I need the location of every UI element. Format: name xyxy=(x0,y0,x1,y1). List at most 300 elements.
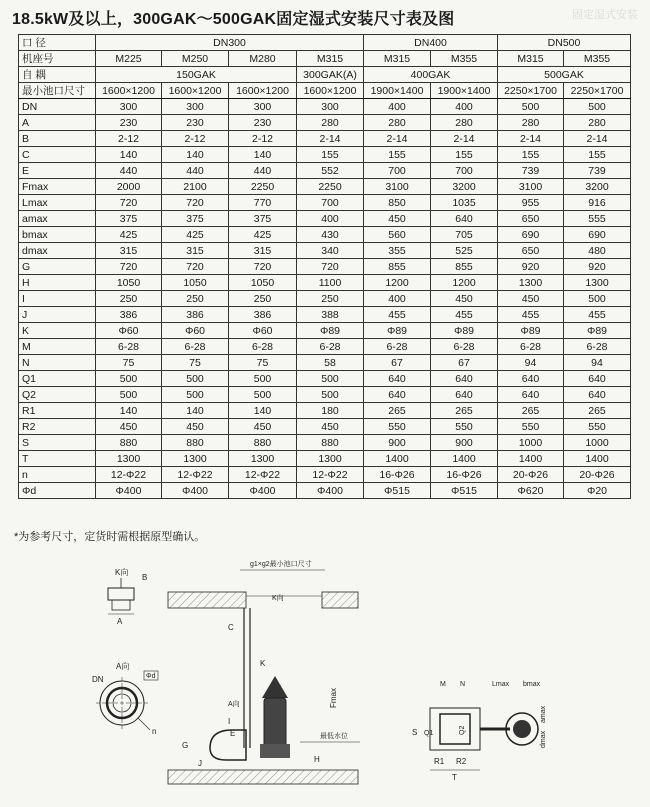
table-cell: 400 xyxy=(297,211,364,227)
table-cell: 230 xyxy=(96,115,162,131)
table-cell: 2250 xyxy=(229,179,297,195)
row-label: B xyxy=(19,131,96,147)
table-cell: 455 xyxy=(364,307,431,323)
table-cell: 230 xyxy=(162,115,229,131)
plan-view xyxy=(412,681,547,782)
table-cell: Φ620 xyxy=(498,483,564,499)
table-cell: 850 xyxy=(364,195,431,211)
pit-cell: 1600×1200 xyxy=(162,83,229,99)
dim-q1-label: Q1 xyxy=(424,730,434,737)
table-cell: 550 xyxy=(364,419,431,435)
pit-size-label: g1×g2最小池口尺寸 xyxy=(250,561,312,568)
table-cell: 1400 xyxy=(364,451,431,467)
dim-bmax-label: bmax xyxy=(523,681,541,688)
table-cell: 2-14 xyxy=(364,131,431,147)
row-label: Q1 xyxy=(19,371,96,387)
table-cell: 640 xyxy=(431,371,498,387)
table-row xyxy=(19,419,631,435)
table-cell: 1300 xyxy=(96,451,162,467)
table-cell: 550 xyxy=(498,419,564,435)
table-cell: 425 xyxy=(229,227,297,243)
dim-dn-label: DN xyxy=(92,675,104,684)
dim-m-label: M xyxy=(440,681,446,688)
table-cell: 340 xyxy=(297,243,364,259)
table-cell: 400 xyxy=(364,99,431,115)
table-cell: 1050 xyxy=(96,275,162,291)
table-cell: 525 xyxy=(431,243,498,259)
table-cell: Φ89 xyxy=(297,323,364,339)
coupling-cell: 500GAK xyxy=(498,67,631,83)
table-cell: 650 xyxy=(498,243,564,259)
table-cell: 1300 xyxy=(564,275,631,291)
row-label: n xyxy=(19,467,96,483)
frame-cell: M250 xyxy=(162,51,229,67)
table-cell: 770 xyxy=(229,195,297,211)
row-label: Fmax xyxy=(19,179,96,195)
table-cell: 388 xyxy=(297,307,364,323)
table-cell: 500 xyxy=(96,371,162,387)
table-cell: 2-12 xyxy=(96,131,162,147)
table-cell: 500 xyxy=(498,99,564,115)
table-cell: 300 xyxy=(162,99,229,115)
table-row xyxy=(19,483,631,499)
dimension-table xyxy=(18,34,631,499)
table-cell: 375 xyxy=(229,211,297,227)
row-label: M xyxy=(19,339,96,355)
pit-cell: 1900×1400 xyxy=(431,83,498,99)
frame-cell: M355 xyxy=(431,51,498,67)
table-cell: 155 xyxy=(364,147,431,163)
table-cell: 2-14 xyxy=(431,131,498,147)
table-cell: 16-Φ26 xyxy=(431,467,498,483)
dim-j-label: J xyxy=(198,759,202,768)
table-cell: Φ60 xyxy=(229,323,297,339)
table-cell: 900 xyxy=(431,435,498,451)
table-cell: 180 xyxy=(297,403,364,419)
table-cell: 140 xyxy=(229,147,297,163)
row-label: dmax xyxy=(19,243,96,259)
installation-drawing xyxy=(0,548,650,807)
table-cell: 6-28 xyxy=(229,339,297,355)
k-dir-label-2: K向 xyxy=(272,595,284,602)
table-cell: 1300 xyxy=(162,451,229,467)
table-row xyxy=(19,403,631,419)
table-cell: 3100 xyxy=(498,179,564,195)
row-label: J xyxy=(19,307,96,323)
table-cell: 280 xyxy=(564,115,631,131)
table-row xyxy=(19,211,631,227)
table-cell: 140 xyxy=(96,147,162,163)
coupling-cell: 300GAK(A) xyxy=(297,67,364,83)
table-cell: 250 xyxy=(229,291,297,307)
dim-a-label: A xyxy=(117,617,123,626)
table-cell: 720 xyxy=(162,259,229,275)
table-cell: 425 xyxy=(96,227,162,243)
table-cell: Φ400 xyxy=(229,483,297,499)
k-dir-label: K向 xyxy=(115,568,129,577)
table-cell: 550 xyxy=(564,419,631,435)
table-cell: 2-14 xyxy=(498,131,564,147)
a-dir-label: A向 xyxy=(116,662,130,671)
row-label: Lmax xyxy=(19,195,96,211)
table-cell: 500 xyxy=(229,387,297,403)
table-cell: 315 xyxy=(162,243,229,259)
table-cell: 955 xyxy=(498,195,564,211)
dim-k-label: K xyxy=(260,659,266,668)
table-cell: 855 xyxy=(431,259,498,275)
table-row xyxy=(19,243,631,259)
ghost-heading: 固定湿式安装 xyxy=(572,9,638,21)
table-row xyxy=(19,387,631,403)
table-cell: 250 xyxy=(96,291,162,307)
table-cell: Φ89 xyxy=(564,323,631,339)
row-label: H xyxy=(19,275,96,291)
dim-r2-label: R2 xyxy=(456,757,467,766)
table-cell: 450 xyxy=(297,419,364,435)
table-cell: 2-12 xyxy=(229,131,297,147)
row-label: Φd xyxy=(19,483,96,499)
table-cell: 690 xyxy=(564,227,631,243)
dim-s-label: S xyxy=(412,728,418,737)
table-cell: 315 xyxy=(96,243,162,259)
table-cell: 500 xyxy=(229,371,297,387)
table-cell: 640 xyxy=(364,371,431,387)
table-cell: 386 xyxy=(162,307,229,323)
table-cell: 2-12 xyxy=(162,131,229,147)
dim-amax-label: amax xyxy=(540,705,547,723)
dim-dmax-label: dmax xyxy=(540,730,547,748)
pit-cell: 1600×1200 xyxy=(297,83,364,99)
table-cell: 450 xyxy=(229,419,297,435)
table-cell: 705 xyxy=(431,227,498,243)
table-cell: 900 xyxy=(364,435,431,451)
a-dir-label-2: A向 xyxy=(228,701,240,708)
table-cell: 450 xyxy=(162,419,229,435)
pit-cell: 1600×1200 xyxy=(229,83,297,99)
table-cell: Φ89 xyxy=(431,323,498,339)
row-label: T xyxy=(19,451,96,467)
dim-h-label: H xyxy=(314,755,320,764)
table-cell: 640 xyxy=(364,387,431,403)
table-cell: 1100 xyxy=(297,275,364,291)
table-cell: 3200 xyxy=(431,179,498,195)
table-cell: 916 xyxy=(564,195,631,211)
a-view-detail xyxy=(92,661,158,736)
table-cell: 739 xyxy=(498,163,564,179)
row-label: G xyxy=(19,259,96,275)
row-label: bmax xyxy=(19,227,96,243)
table-cell: 230 xyxy=(229,115,297,131)
header-dn500: DN500 xyxy=(498,35,631,51)
table-cell: 265 xyxy=(364,403,431,419)
table-row xyxy=(19,163,631,179)
table-cell: 300 xyxy=(297,99,364,115)
table-cell: 20-Φ26 xyxy=(564,467,631,483)
header-pit-label: 最小池口尺寸 xyxy=(19,83,96,99)
table-cell: 1400 xyxy=(431,451,498,467)
table-cell: 250 xyxy=(162,291,229,307)
row-label: E xyxy=(19,163,96,179)
table-cell: 1400 xyxy=(564,451,631,467)
table-row xyxy=(19,227,631,243)
table-cell: 500 xyxy=(297,387,364,403)
table-cell: 1300 xyxy=(498,275,564,291)
table-cell: 155 xyxy=(297,147,364,163)
table-cell: 450 xyxy=(431,291,498,307)
pit-cell: 2250×1700 xyxy=(564,83,631,99)
table-cell: 280 xyxy=(297,115,364,131)
table-row xyxy=(19,179,631,195)
table-cell: 265 xyxy=(564,403,631,419)
frame-cell: M315 xyxy=(297,51,364,67)
table-cell: 640 xyxy=(564,371,631,387)
table-cell: 12-Φ22 xyxy=(96,467,162,483)
table-cell: Φ89 xyxy=(364,323,431,339)
row-label: S xyxy=(19,435,96,451)
table-cell: 280 xyxy=(364,115,431,131)
table-cell: 67 xyxy=(431,355,498,371)
table-cell: 500 xyxy=(162,387,229,403)
table-cell: 75 xyxy=(229,355,297,371)
table-cell: 1050 xyxy=(229,275,297,291)
frame-cell: M315 xyxy=(364,51,431,67)
table-cell: 1400 xyxy=(498,451,564,467)
table-cell: 140 xyxy=(162,147,229,163)
frame-cell: M280 xyxy=(229,51,297,67)
coupling-cell: 400GAK xyxy=(364,67,498,83)
phi-d-label: Φd xyxy=(146,673,156,680)
table-row xyxy=(19,131,631,147)
table-cell: 2-14 xyxy=(564,131,631,147)
table-cell: 640 xyxy=(431,387,498,403)
table-row xyxy=(19,307,631,323)
table-cell: Φ60 xyxy=(96,323,162,339)
table-row xyxy=(19,259,631,275)
table-row xyxy=(19,371,631,387)
table-cell: 1200 xyxy=(431,275,498,291)
table-cell: 12-Φ22 xyxy=(297,467,364,483)
table-cell: 440 xyxy=(162,163,229,179)
table-cell: 1050 xyxy=(162,275,229,291)
table-cell: 500 xyxy=(162,371,229,387)
table-cell: 140 xyxy=(162,403,229,419)
k-view-detail xyxy=(108,567,147,626)
table-cell: 94 xyxy=(564,355,631,371)
table-cell: 650 xyxy=(498,211,564,227)
row-label: R2 xyxy=(19,419,96,435)
table-cell: 2100 xyxy=(162,179,229,195)
table-cell: 455 xyxy=(564,307,631,323)
header-dn300: DN300 xyxy=(96,35,364,51)
row-label: DN xyxy=(19,99,96,115)
dim-n-label: n xyxy=(152,727,157,736)
table-cell: 265 xyxy=(498,403,564,419)
row-label: Q2 xyxy=(19,387,96,403)
table-cell: 375 xyxy=(162,211,229,227)
table-cell: 6-28 xyxy=(162,339,229,355)
table-row xyxy=(19,99,631,115)
table-cell: 400 xyxy=(364,291,431,307)
table-cell: 6-28 xyxy=(431,339,498,355)
table-cell: 1000 xyxy=(498,435,564,451)
table-cell: 640 xyxy=(431,211,498,227)
table-cell: 552 xyxy=(297,163,364,179)
table-cell: 355 xyxy=(364,243,431,259)
table-cell: 300 xyxy=(229,99,297,115)
table-cell: 450 xyxy=(96,419,162,435)
row-label: R1 xyxy=(19,403,96,419)
table-cell: 300 xyxy=(96,99,162,115)
table-cell: 560 xyxy=(364,227,431,243)
table-cell: 500 xyxy=(564,291,631,307)
table-cell: Φ400 xyxy=(96,483,162,499)
table-cell: 140 xyxy=(229,403,297,419)
table-cell: 6-28 xyxy=(564,339,631,355)
table-cell: Φ400 xyxy=(162,483,229,499)
dim-i-label: I xyxy=(228,717,231,726)
table-cell: Φ89 xyxy=(498,323,564,339)
frame-cell: M355 xyxy=(564,51,631,67)
row-label: N xyxy=(19,355,96,371)
table-cell: 265 xyxy=(431,403,498,419)
dim-g-label: G xyxy=(182,741,189,750)
table-cell: 450 xyxy=(498,291,564,307)
table-cell: 250 xyxy=(297,291,364,307)
table-cell: 6-28 xyxy=(96,339,162,355)
table-cell: 480 xyxy=(564,243,631,259)
table-cell: 94 xyxy=(498,355,564,371)
table-cell: 440 xyxy=(229,163,297,179)
table-cell: 140 xyxy=(96,403,162,419)
reference-note: *为参考尺寸，定货时需根据原型确认。 xyxy=(14,531,206,543)
table-cell: 555 xyxy=(564,211,631,227)
coupling-cell: 150GAK xyxy=(96,67,297,83)
table-cell: 920 xyxy=(498,259,564,275)
row-label: I xyxy=(19,291,96,307)
table-cell: Φ515 xyxy=(431,483,498,499)
table-cell: 700 xyxy=(297,195,364,211)
table-cell: 880 xyxy=(297,435,364,451)
table-cell: 155 xyxy=(564,147,631,163)
table-cell: 1200 xyxy=(364,275,431,291)
header-frame-label: 机座号 xyxy=(19,51,96,67)
table-row xyxy=(19,467,631,483)
table-cell: 640 xyxy=(498,371,564,387)
table-row xyxy=(19,275,631,291)
table-cell: 6-28 xyxy=(498,339,564,355)
table-cell: 450 xyxy=(364,211,431,227)
table-cell: 58 xyxy=(297,355,364,371)
table-cell: Φ515 xyxy=(364,483,431,499)
header-caliber-label: 口 径 xyxy=(19,35,96,51)
table-cell: 640 xyxy=(498,387,564,403)
table-row xyxy=(19,451,631,467)
table-cell: 16-Φ26 xyxy=(364,467,431,483)
table-cell: 739 xyxy=(564,163,631,179)
row-label: amax xyxy=(19,211,96,227)
table-cell: 375 xyxy=(96,211,162,227)
table-row xyxy=(19,147,631,163)
table-cell: 1000 xyxy=(564,435,631,451)
table-cell: 430 xyxy=(297,227,364,243)
table-cell: 6-28 xyxy=(364,339,431,355)
table-cell: 280 xyxy=(431,115,498,131)
dim-fmax-label: Fmax xyxy=(329,688,338,708)
table-row xyxy=(19,291,631,307)
table-cell: 6-28 xyxy=(297,339,364,355)
table-cell: 720 xyxy=(297,259,364,275)
pit-cell: 1900×1400 xyxy=(364,83,431,99)
table-cell: 880 xyxy=(162,435,229,451)
pit-cell: 2250×1700 xyxy=(498,83,564,99)
table-cell: 20-Φ26 xyxy=(498,467,564,483)
table-cell: 315 xyxy=(229,243,297,259)
table-cell: Φ20 xyxy=(564,483,631,499)
lowest-level-label: 最低水位 xyxy=(320,733,348,740)
header-coupling-label: 自 耦 xyxy=(19,67,96,83)
frame-cell: M225 xyxy=(96,51,162,67)
dim-t-label: T xyxy=(452,773,457,782)
table-cell: 720 xyxy=(96,259,162,275)
dim-n-plan-label: N xyxy=(460,681,466,688)
table-cell: 550 xyxy=(431,419,498,435)
table-row xyxy=(19,115,631,131)
table-cell: 640 xyxy=(564,387,631,403)
table-cell: 880 xyxy=(229,435,297,451)
table-row xyxy=(19,435,631,451)
table-cell: 855 xyxy=(364,259,431,275)
table-cell: 386 xyxy=(229,307,297,323)
table-cell: 920 xyxy=(564,259,631,275)
table-cell: 425 xyxy=(162,227,229,243)
table-cell: 2-14 xyxy=(297,131,364,147)
table-cell: 690 xyxy=(498,227,564,243)
dim-c-label: C xyxy=(228,623,234,632)
table-cell: 280 xyxy=(498,115,564,131)
pit-cell: 1600×1200 xyxy=(96,83,162,99)
table-cell: 1300 xyxy=(229,451,297,467)
table-cell: 2000 xyxy=(96,179,162,195)
header-dn400: DN400 xyxy=(364,35,498,51)
table-cell: Φ400 xyxy=(297,483,364,499)
table-cell: 700 xyxy=(431,163,498,179)
table-cell: Φ60 xyxy=(162,323,229,339)
table-cell: 1300 xyxy=(297,451,364,467)
table-cell: 386 xyxy=(96,307,162,323)
dim-e-label: E xyxy=(230,729,236,738)
table-cell: 12-Φ22 xyxy=(229,467,297,483)
table-cell: 700 xyxy=(364,163,431,179)
table-cell: 400 xyxy=(431,99,498,115)
table-cell: 3100 xyxy=(364,179,431,195)
row-label: A xyxy=(19,115,96,131)
page-title: 18.5kW及以上，300GAK～500GAK固定湿式安装尺寸表及图 xyxy=(12,11,455,28)
section-view xyxy=(168,559,360,784)
table-row xyxy=(19,323,631,339)
dim-r1-label: R1 xyxy=(434,757,445,766)
table-cell: 2250 xyxy=(297,179,364,195)
dim-b-label: B xyxy=(142,573,148,582)
table-row xyxy=(19,339,631,355)
table-row xyxy=(19,195,631,211)
table-cell: 720 xyxy=(96,195,162,211)
table-cell: 500 xyxy=(297,371,364,387)
table-cell: 455 xyxy=(498,307,564,323)
table-cell: 75 xyxy=(96,355,162,371)
row-label: C xyxy=(19,147,96,163)
table-cell: 720 xyxy=(229,259,297,275)
dim-q2-label: Q2 xyxy=(459,725,466,735)
